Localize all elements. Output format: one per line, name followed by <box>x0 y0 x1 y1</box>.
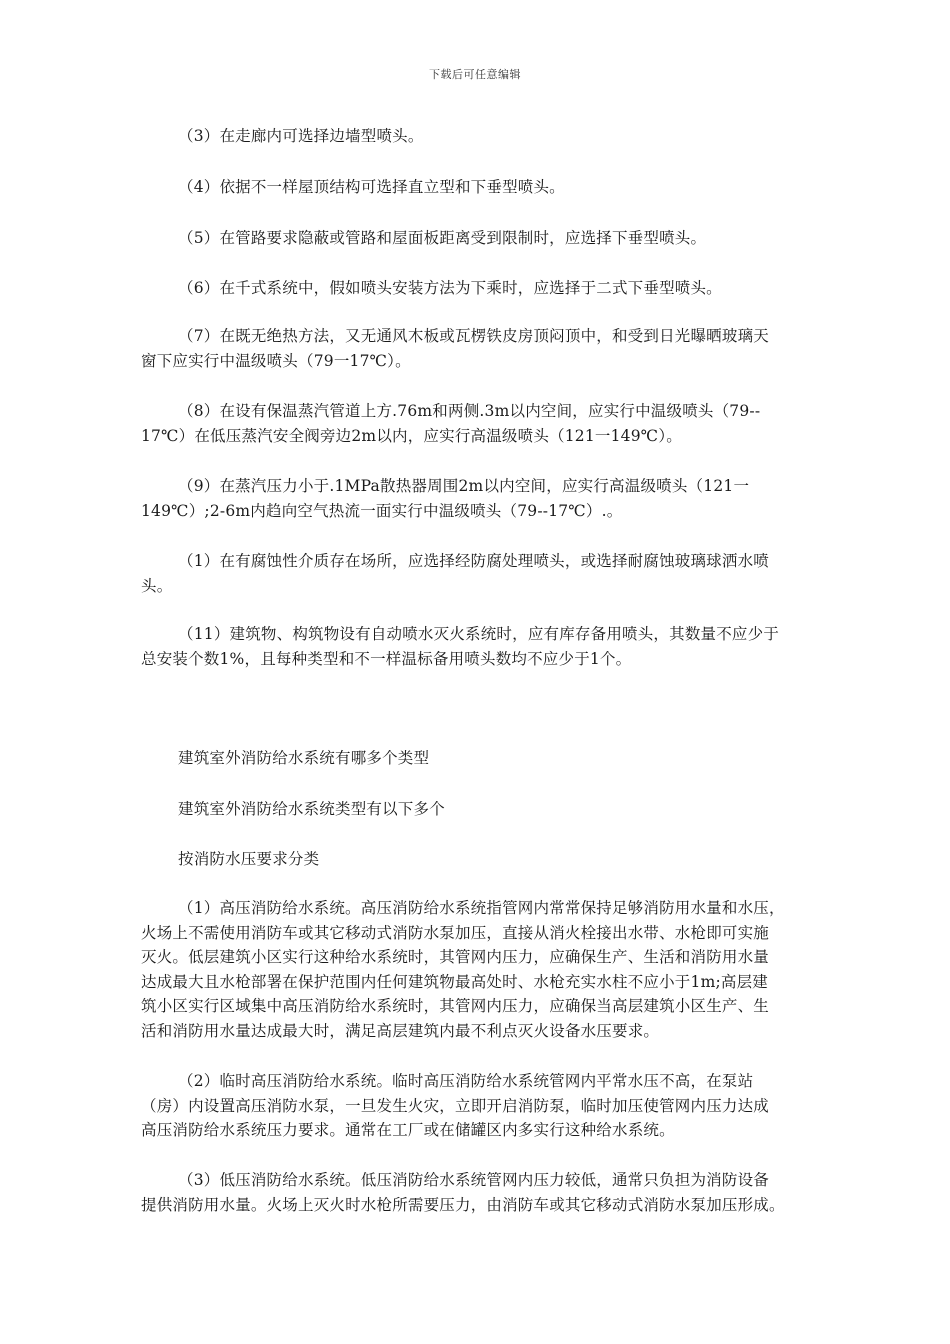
paragraph-line: （6）在千式系统中，假如喷头安装方法为下乘时，应选择于二式下垂型喷头。 <box>178 279 722 297</box>
paragraph-line: 按消防水压要求分类 <box>178 850 320 868</box>
paragraph-line: 17℃）在低压蒸汽安全阀旁边2m以内，应实行高温级喷头（121一149℃）。 <box>141 426 682 445</box>
paragraph-line: 建筑室外消防给水系统类型有以下多个 <box>178 800 445 818</box>
paragraph <box>141 474 821 523</box>
paragraph <box>141 622 821 671</box>
page-header: 下载后可任意编辑 <box>429 68 521 81</box>
paragraph <box>141 549 821 598</box>
paragraph <box>141 896 821 1043</box>
paragraph-line: 建筑室外消防给水系统有哪多个类型 <box>178 749 430 767</box>
section-heading <box>141 746 821 771</box>
paragraph-line: （5）在管路要求隐蔽或管路和屋面板距离受到限制时，应选择下垂型喷头。 <box>178 229 707 247</box>
paragraph-line: 窗下应实行中温级喷头（79一17℃）。 <box>141 351 411 370</box>
paragraph <box>141 324 821 373</box>
paragraph <box>141 175 821 200</box>
paragraph <box>141 1168 821 1217</box>
paragraph-line: 提供消防用水量。火场上灭火时水枪所需要压力，由消防车或其它移动式消防水泵加压形成。 <box>141 1195 785 1214</box>
paragraph-line: （2）临时高压消防给水系统。临时高压消防给水系统管网内平常水压不高，在泵站 <box>178 1072 754 1090</box>
paragraph-line: 达成最大且水枪部署在保护范围内任何建筑物最高处时、水枪充实水柱不应小于1m;高层建 <box>141 972 768 991</box>
paragraph-line: （7）在既无绝热方法，又无通风木板或瓦楞铁皮房顶闷顶中，和受到日光曝晒玻璃天 <box>178 327 769 345</box>
paragraph <box>141 226 821 251</box>
paragraph-line: （4）依据不一样屋顶结构可选择直立型和下垂型喷头。 <box>178 178 565 196</box>
paragraph-line: （3）在走廊内可选择边墙型喷头。 <box>178 127 424 145</box>
paragraph-line: 活和消防用水量达成最大时，满足高层建筑内最不利点灭火设备水压要求。 <box>141 1021 660 1040</box>
paragraph-line: 筑小区实行区域集中高压消防给水系统时，其管网内压力，应确保当高层建筑小区生产、生 <box>141 997 770 1015</box>
paragraph <box>141 797 821 822</box>
paragraph-line: （1）在有腐蚀性介质存在场所，应选择经防腐处理喷头，或选择耐腐蚀玻璃球洒水喷 <box>178 552 769 570</box>
paragraph-line: 总安装个数1%，且每种类型和不一样温标备用喷头数均不应少于1个。 <box>141 649 632 668</box>
paragraph-line: （房）内设置高压消防水泵，一旦发生火灾，立即开启消防泵，临时加压使管网内压力达成 <box>141 1096 770 1115</box>
paragraph <box>141 847 821 872</box>
paragraph <box>141 399 821 448</box>
paragraph-line: 高压消防给水系统压力要求。通常在工厂或在储罐区内多实行这种给水系统。 <box>141 1121 675 1139</box>
paragraph-line: （1）高压消防给水系统。高压消防给水系统指管网内常常保持足够消防用水量和水压， <box>178 899 785 917</box>
paragraph-line: （9）在蒸汽压力小于.1MPa散热器周围2m以内空间，应实行高温级喷头（121一 <box>178 477 750 495</box>
paragraph-line: 头。 <box>141 576 173 595</box>
paragraph-line: 149℃）;2-6m内趋向空气热流一面实行中温级喷头（79--17℃）.。 <box>141 501 623 520</box>
paragraph-line: 火场上不需使用消防车或其它移动式消防水泵加压，直接从消火栓接出水带、水枪即可实施 <box>141 923 770 942</box>
paragraph-line: 灭火。低层建筑小区实行这种给水系统时，其管网内压力，应确保生产、生活和消防用水量 <box>141 948 770 966</box>
paragraph <box>141 1069 821 1143</box>
paragraph <box>141 124 821 149</box>
paragraph-line: （3）低压消防给水系统。低压消防给水系统管网内压力较低，通常只负担为消防设备 <box>178 1171 769 1189</box>
paragraph-line: （11）建筑物、构筑物设有自动喷水灭火系统时，应有库存备用喷头，其数量不应少于 <box>178 625 780 643</box>
paragraph <box>141 276 821 301</box>
paragraph-line: （8）在设有保温蒸汽管道上方.76m和两侧.3m以内空间，应实行中温级喷头（79-- <box>178 402 761 420</box>
